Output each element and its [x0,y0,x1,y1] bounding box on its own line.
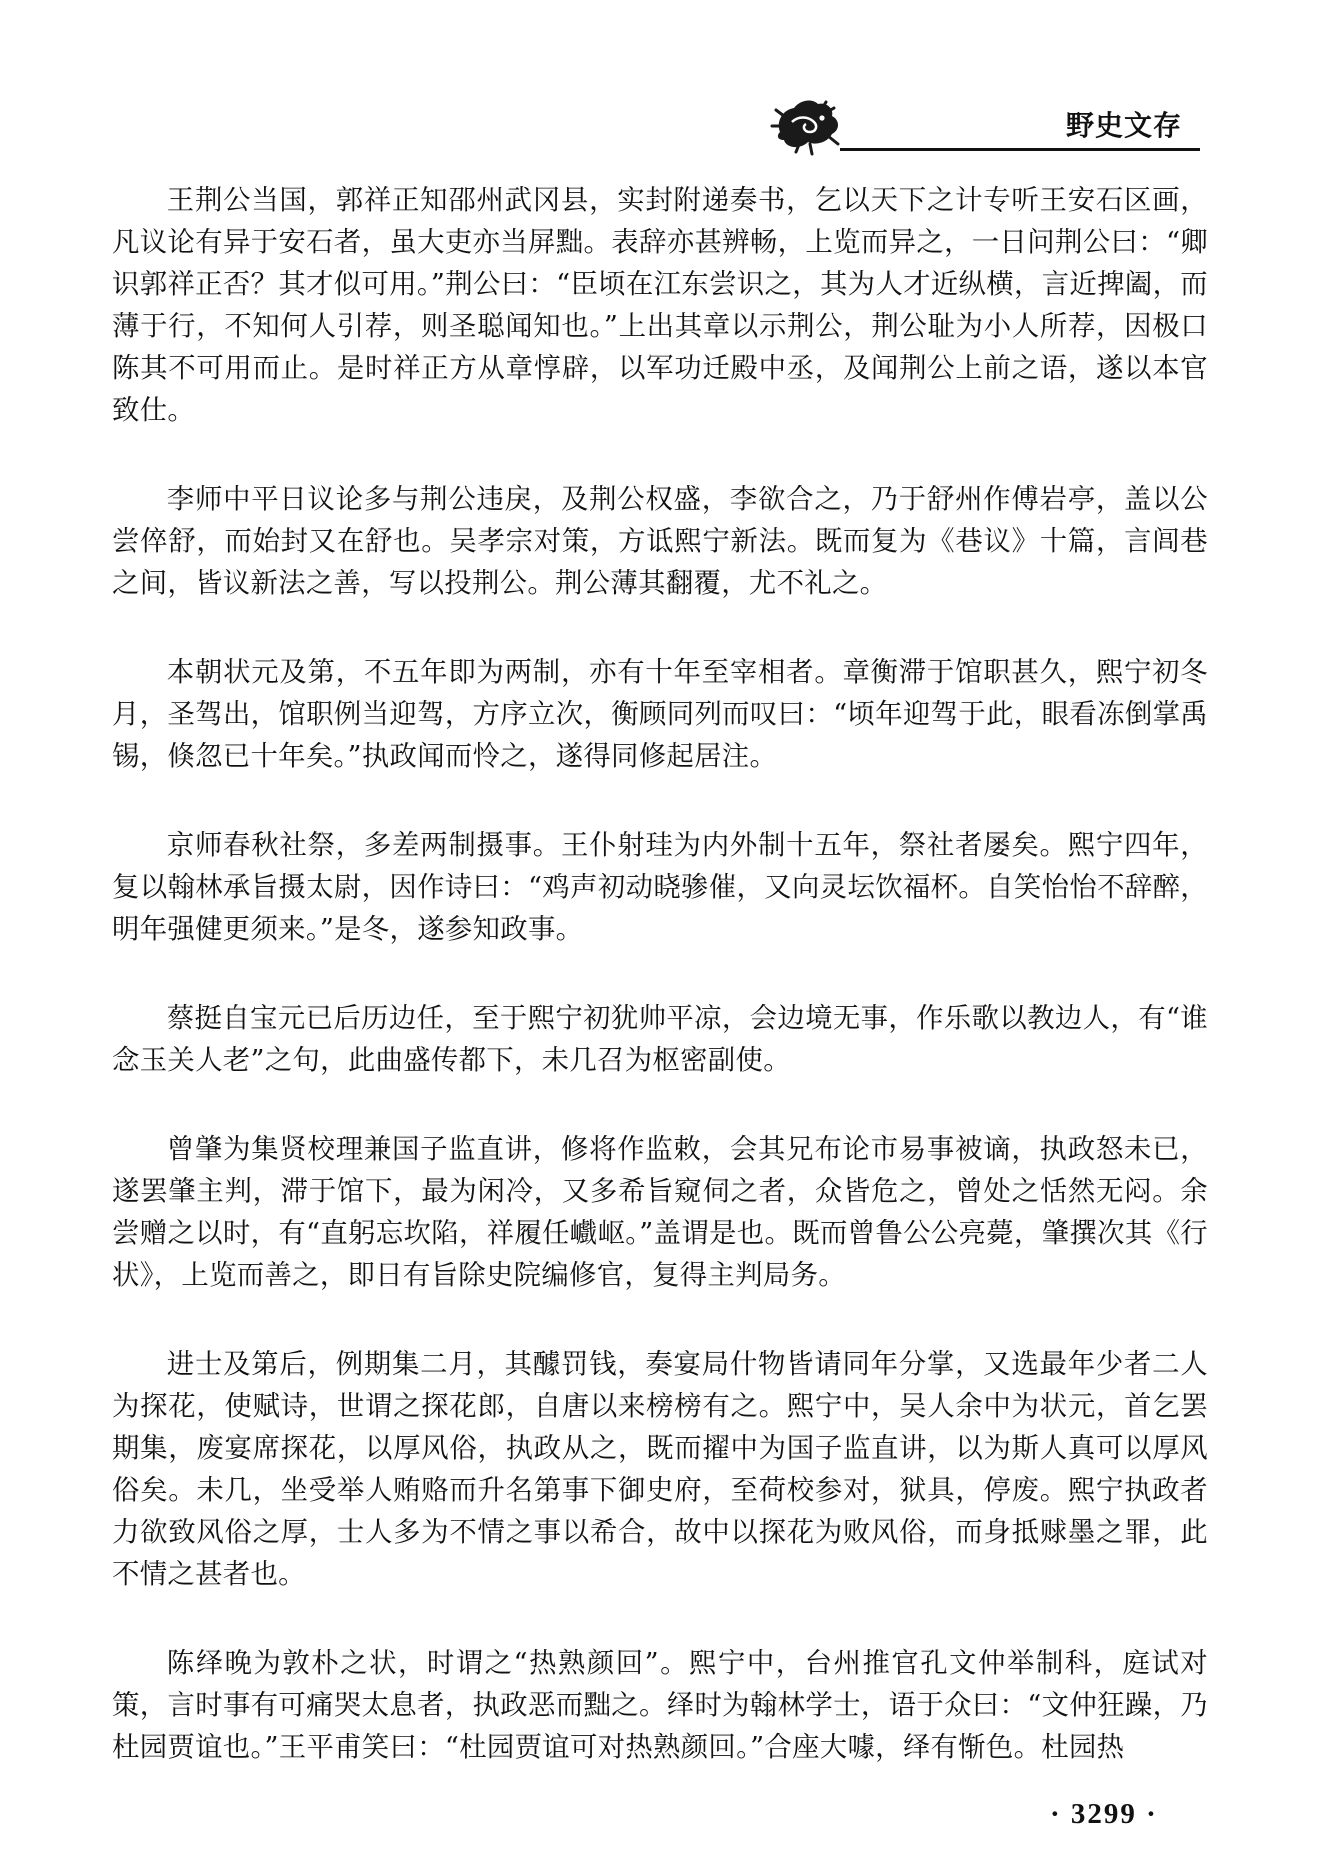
paragraph: 陈绎晚为敦朴之状，时谓之“热熟颜回”。熙宁中，台州推官孔文仲举制科，庭试对策，言时事有可痛哭太息者，执政恶而黜之。绎时为翰林学士，语于众曰：“文仲狂躁，乃杜园贾谊也。”王平甫笑曰：“杜园贾谊可对热熟颜回。”合座大噱，绎有惭色。杜园热 [112,1648,1208,1763]
paragraph: 京师春秋社祭，多差两制摄事。王仆射珪为内外制十五年，祭社者屡矣。熙宁四年，复以翰林承旨摄太尉，因作诗曰：“鸡声初动晓骖催，又向灵坛饮福杯。自笑怡怡不辞醉，明年强健更须来。”是冬，遂参知政事。 [112,830,1208,945]
header-rule [840,148,1200,151]
page-number: · 3299 · [1050,1798,1158,1830]
paragraph: 李师中平日议论多与荆公违戾，及荆公权盛，李欲合之，乃于舒州作傅岩亭，盖以公尝倅舒，而始封又在舒也。吴孝宗对策，方诋熙宁新法。既而复为《巷议》十篇，言闾巷之间，皆议新法之善，写以投荆公。荆公薄其翻覆，尤不礼之。 [112,484,1208,599]
dragon-icon [770,92,844,158]
paragraph: 蔡挺自宝元已后历边任，至于熙宁初犹帅平凉，会边境无事，作乐歌以教边人，有“谁念玉关人老”之句，此曲盛传都下，未几召为枢密副使。 [112,1003,1208,1076]
paragraph: 进士及第后，例期集二月，其醵罚钱，奏宴局什物皆请同年分掌，又选最年少者二人为探花，使赋诗，世谓之探花郎，自唐以来榜榜有之。熙宁中，吴人余中为状元，首乞罢期集，废宴席探花，以厚风俗，执政从之，既而擢中为国子监直讲，以为斯人真可以厚风俗矣。未几，坐受举人贿赂而升名第事下御史府，至荷校参对，狱具，停废。熙宁执政者力欲致风俗之厚，士人多为不情之事以希合，故中以探花为败风俗，而身抵赇墨之罪，此不情之甚者也。 [112,1349,1208,1590]
paragraph: 曾肇为集贤校理兼国子监直讲，修将作监敕，会其兄布论市易事被谪，执政怒未已，遂罢肇主判，滞于馆下，最为闲冷，又多希旨窥伺之者，众皆危之，曾处之恬然无闷。余尝赠之以时，有“直躬忘坎陷，祥履任巇岖。”盖谓是也。既而曾鲁公公亮薨，肇撰次其《行状》，上览而善之，即日有旨除史院编修官，复得主判局务。 [112,1134,1208,1291]
running-title: 野史文存 [1065,109,1182,142]
paragraph: 王荆公当国，郭祥正知邵州武冈县，实封附递奏书，乞以天下之计专听王安石区画，凡议论有异于安石者，虽大吏亦当屏黜。表辞亦甚辨畅，上览而异之，一日问荆公曰：“卿识郭祥正否？其才似可用。”荆公曰：“臣顷在江东尝识之，其为人才近纵横，言近捭阖，而薄于行，不知何人引荐，则圣聪闻知也。”上出其章以示荆公，荆公耻为小人所荐，因极口陈其不可用而止。是时祥正方从章惇辟，以军功迁殿中丞，及闻荆公上前之语，遂以本官致仕。 [112,185,1208,426]
paragraph: 本朝状元及第，不五年即为两制，亦有十年至宰相者。章衡滞于馆职甚久，熙宁初冬月，圣驾出，馆职例当迎驾，方序立次，衡顾同列而叹曰：“顷年迎驾于此，眼看冻倒掌禹锡，倏忽已十年矣。”执政闻而怜之，遂得同修起居注。 [112,657,1208,772]
page-body [112,180,1208,1816]
running-header [770,92,1200,162]
